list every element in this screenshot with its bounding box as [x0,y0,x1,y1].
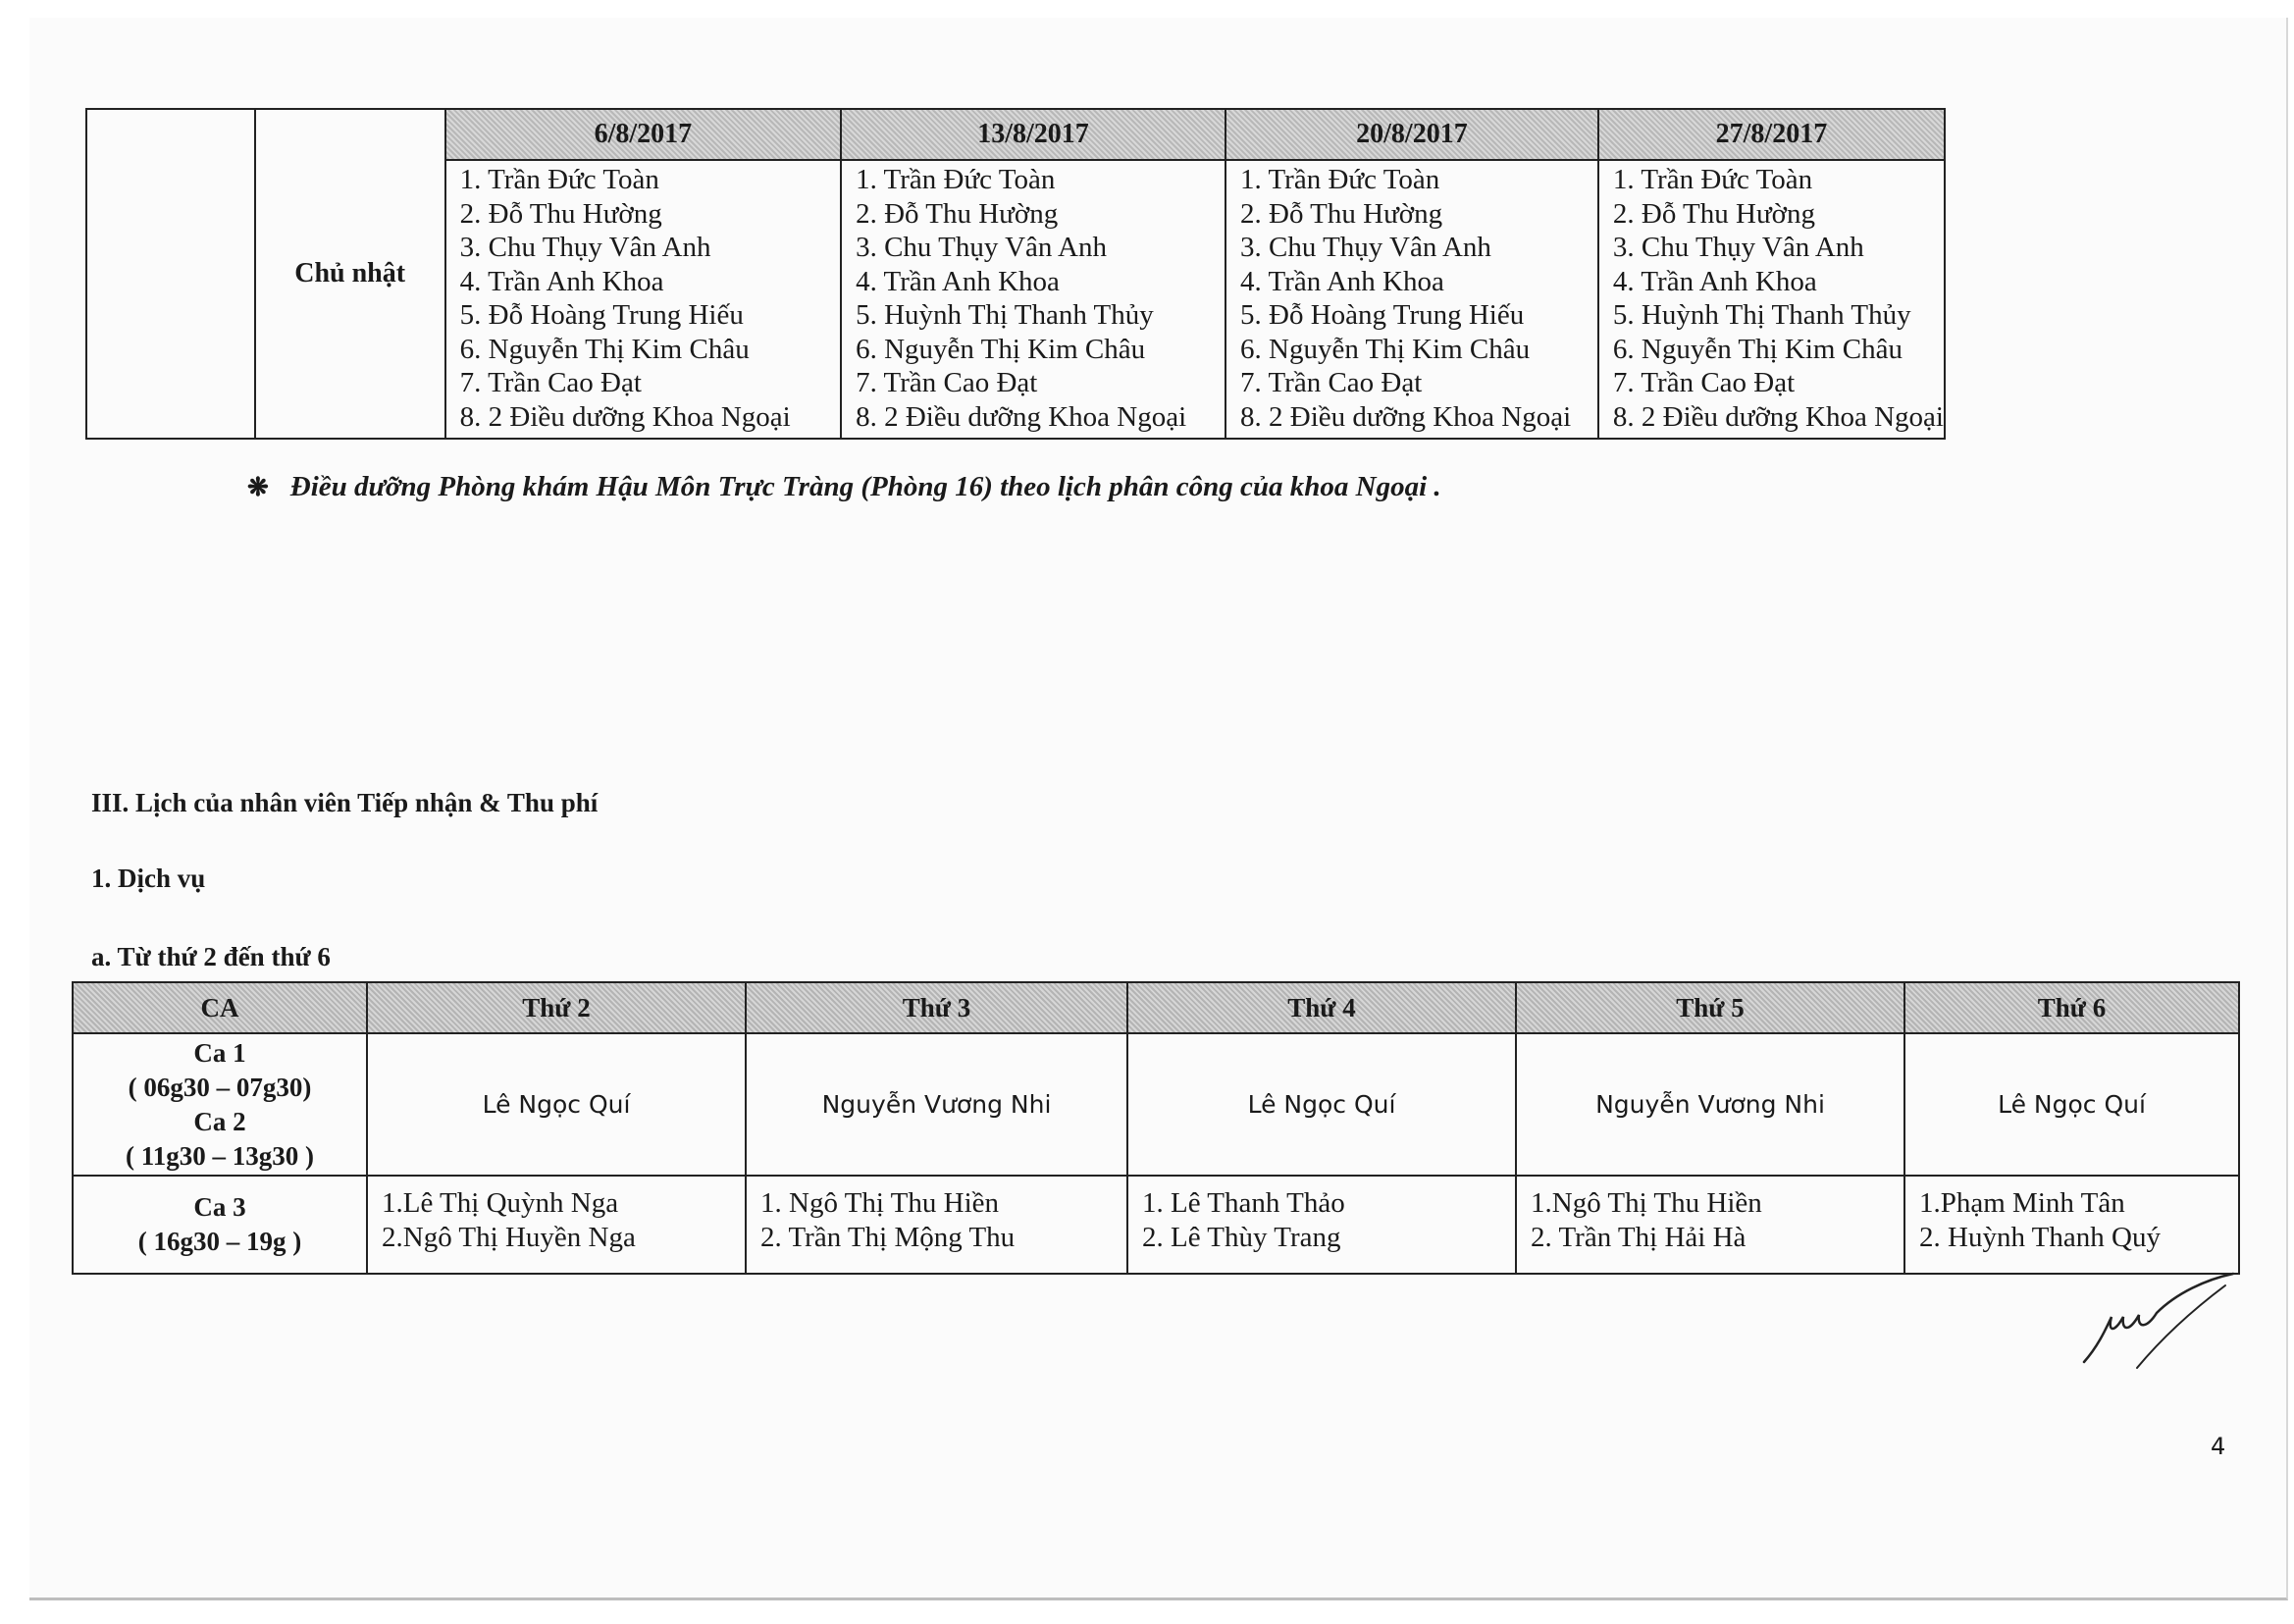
name-item: 4. Trần Anh Khoa [459,265,664,297]
column-header: Thứ 5 [1516,982,1904,1033]
day-label: Chủ nhật [255,109,445,439]
column-header: Thứ 2 [367,982,746,1033]
blank-cell [86,109,255,439]
sunday-schedule-table [85,108,1946,440]
name-item: 1. Trần Đức Toàn [1240,164,1440,195]
staff-name: 1.Ngô Thị Thu Hiền [1531,1187,1762,1219]
name-item: 5. Đỗ Hoàng Trung Hiếu [459,299,744,331]
column-header: Thứ 3 [746,982,1127,1033]
name-item: 2. Đỗ Thu Hường [856,197,1059,230]
name-item: 3. Chu Thụy Vân Anh [856,232,1107,263]
staff-cell: Nguyễn Vương Nhi [1516,1033,1904,1176]
shift-line: ( 06g30 – 07g30) [128,1072,312,1102]
shift-line: Ca 1 [193,1037,246,1068]
name-item: 5. Huỳnh Thị Thanh Thủy [1612,299,1911,331]
staff-cell [1127,1176,1516,1274]
shift-line: Ca 2 [193,1106,246,1136]
shift-cell [73,1033,367,1176]
name-item: 2. Đỗ Thu Hường [1612,197,1816,230]
staff-cell: Lê Ngọc Quí [1904,1033,2239,1176]
name-item: 7. Trần Cao Đạt [1240,367,1423,398]
name-item: 2. Đỗ Thu Hường [1240,197,1443,230]
section-heading: III. Lịch của nhân viên Tiếp nhận & Thu phí [91,788,599,817]
weekday-heading: a. Từ thứ 2 đến thứ 6 [91,942,331,971]
shift-row-2 [73,1176,2239,1274]
date-header: 27/8/2017 [1598,109,1945,160]
name-item: 1. Trần Đức Toàn [856,164,1056,195]
name-item: 6. Nguyễn Thị Kim Châu [459,333,750,365]
staff-cell [1904,1176,2239,1274]
name-item: 6. Nguyễn Thị Kim Châu [1612,333,1903,365]
name-item: 6. Nguyễn Thị Kim Châu [1240,333,1531,365]
name-item: 7. Trần Cao Đạt [459,367,642,398]
date-header: 13/8/2017 [841,109,1225,160]
staff-name: 1.Lê Thị Quỳnh Nga [382,1187,619,1219]
name-item: 1. Trần Đức Toàn [459,164,659,195]
name-item: 5. Huỳnh Thị Thanh Thủy [856,299,1154,331]
name-list [841,160,1225,439]
staff-cell: Lê Ngọc Quí [1127,1033,1516,1176]
shift-cell [73,1176,367,1274]
column-header: Thứ 4 [1127,982,1516,1033]
staff-cell [367,1176,746,1274]
name-item: 2. Đỗ Thu Hường [459,197,662,230]
note-text: Điều dưỡng Phòng khám Hậu Môn Trực Tràng (Phòng 16) theo lịch phân công của khoa Ngoại . [289,471,1441,502]
column-header: Thứ 6 [1904,982,2239,1033]
sunday-header-row [86,109,1945,160]
nursing-note [247,471,1441,503]
staff-cell [746,1176,1127,1274]
shift-line: Ca 3 [193,1192,246,1222]
staff-name: 1. Lê Thanh Thảo [1142,1187,1345,1219]
weekday-header-row [73,982,2239,1033]
shift-line: ( 16g30 – 19g ) [137,1227,302,1256]
name-item: 7. Trần Cao Đạt [856,367,1038,398]
staff-cell: Nguyễn Vương Nhi [746,1033,1127,1176]
date-header: 6/8/2017 [445,109,841,160]
name-item: 3. Chu Thụy Vân Anh [1240,232,1491,263]
staff-name: 2. Trần Thị Mộng Thu [760,1222,1016,1253]
weekday-schedule-table [72,981,2240,1275]
date-header: 20/8/2017 [1225,109,1598,160]
name-item: 3. Chu Thụy Vân Anh [459,232,711,263]
name-item: 4. Trần Anh Khoa [1240,265,1444,297]
name-list [445,160,841,439]
shift-row-1 [73,1033,2239,1176]
page-number: 4 [2211,1433,2226,1460]
staff-cell: Lê Ngọc Quí [367,1033,746,1176]
name-item: 1. Trần Đức Toàn [1612,164,1813,195]
staff-cell [1516,1176,1904,1274]
shift-line: ( 11g30 – 13g30 ) [126,1140,314,1171]
staff-name: 2. Trần Thị Hải Hà [1531,1222,1747,1253]
name-item: 7. Trần Cao Đạt [1612,367,1796,398]
staff-name: 1.Phạm Minh Tân [1919,1187,2125,1219]
name-item: 4. Trần Anh Khoa [1612,265,1817,297]
name-item: 4. Trần Anh Khoa [856,265,1060,297]
name-list [1598,160,1945,439]
name-item: 5. Đỗ Hoàng Trung Hiếu [1240,299,1525,331]
name-item: 6. Nguyễn Thị Kim Châu [856,333,1146,365]
subsection-heading: 1. Dịch vụ [91,864,206,893]
column-header: CA [73,982,367,1033]
staff-name: 2. Huỳnh Thanh Quý [1919,1222,2161,1253]
name-item: 8. 2 Điều dưỡng Khoa Ngoại [856,400,1187,433]
name-item: 8. 2 Điều dưỡng Khoa Ngoại [1612,400,1944,433]
name-item: 8. 2 Điều dưỡng Khoa Ngoại [459,400,791,433]
staff-name: 2.Ngô Thị Huyền Nga [382,1222,636,1253]
name-item: 8. 2 Điều dưỡng Khoa Ngoại [1240,400,1572,433]
signature-mark [2078,1266,2235,1374]
name-list [1225,160,1598,439]
asterisk-icon: ❋ [247,473,269,501]
staff-name: 1. Ngô Thị Thu Hiền [760,1187,1000,1219]
name-item: 3. Chu Thụy Vân Anh [1612,232,1864,263]
staff-name: 2. Lê Thùy Trang [1142,1222,1341,1253]
